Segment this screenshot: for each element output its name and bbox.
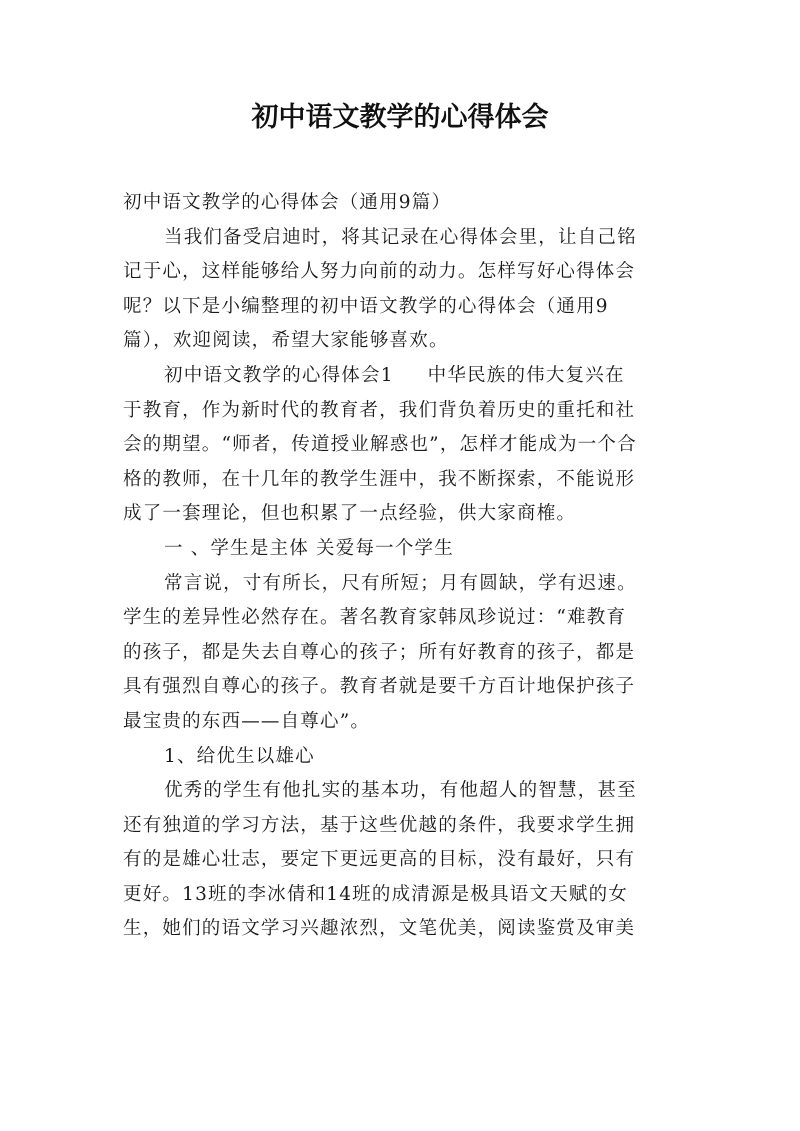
body-line: 最宝贵的东西——自尊心”。	[123, 710, 371, 732]
body-line: 于教育，作为新时代的教育者，我们背负着历史的重托和社	[123, 399, 636, 421]
body-line: 记于心，这样能够给人努力向前的动力。怎样写好心得体会	[123, 261, 636, 283]
body-line: 成了一套理论，但也积累了一点经验，供大家商榷。	[123, 503, 577, 525]
document-body	[123, 186, 688, 947]
body-line: 常言说，寸有所长，尺有所短；月有圆缺，学有迟速。	[164, 572, 637, 594]
section-heading: 一 、学生是主体 关爱每一个学生	[164, 537, 454, 559]
body-line: 优秀的学生有他扎实的基本功，有他超人的智慧，甚至	[164, 780, 637, 802]
body-line: 呢？以下是小编整理的初中语文教学的心得体会（通用9	[123, 295, 609, 317]
body-line: 格的教师，在十几年的教学生涯中，我不断探索，不能说形	[123, 468, 636, 490]
body-line: 更好。13班的李冰倩和14班的成清源是极具语文天赋的女	[123, 883, 628, 905]
body-text-fragment: 中华民族的伟大复兴在	[427, 364, 625, 386]
subsection-heading: 1、给优生以雄心	[164, 745, 315, 767]
body-line: 初中语文教学的心得体会（通用9篇）	[123, 192, 452, 213]
body-line: 当我们备受启迪时，将其记录在心得体会里，让自己铭	[164, 226, 637, 248]
body-line: 的孩子，都是失去自尊心的孩子；所有好教育的孩子，都是	[123, 641, 636, 663]
body-line: 具有强烈自尊心的孩子。教育者就是要千方百计地保护孩子	[123, 676, 636, 698]
body-line: 学生的差异性必然存在。著名教育家韩凤珍说过：“难教育	[123, 607, 627, 629]
section-heading: 初中语文教学的心得体会1	[164, 364, 394, 386]
body-line	[123, 359, 688, 394]
page-title: 初中语文教学的心得体会	[251, 102, 549, 133]
body-line: 篇），欢迎阅读，希望大家能够喜欢。	[123, 330, 449, 352]
body-line: 还有独道的学习方法，基于这些优越的条件，我要求学生拥	[123, 814, 636, 836]
body-line: 有的是雄心壮志，要定下更远更高的目标，没有最好，只有	[123, 849, 636, 871]
body-line: 会的期望。“师者，传道授业解惑也”，怎样才能成为一个合	[123, 434, 637, 456]
body-line: 生，她们的语文学习兴趣浓烈，文笔优美，阅读鉴赏及审美	[123, 918, 636, 940]
